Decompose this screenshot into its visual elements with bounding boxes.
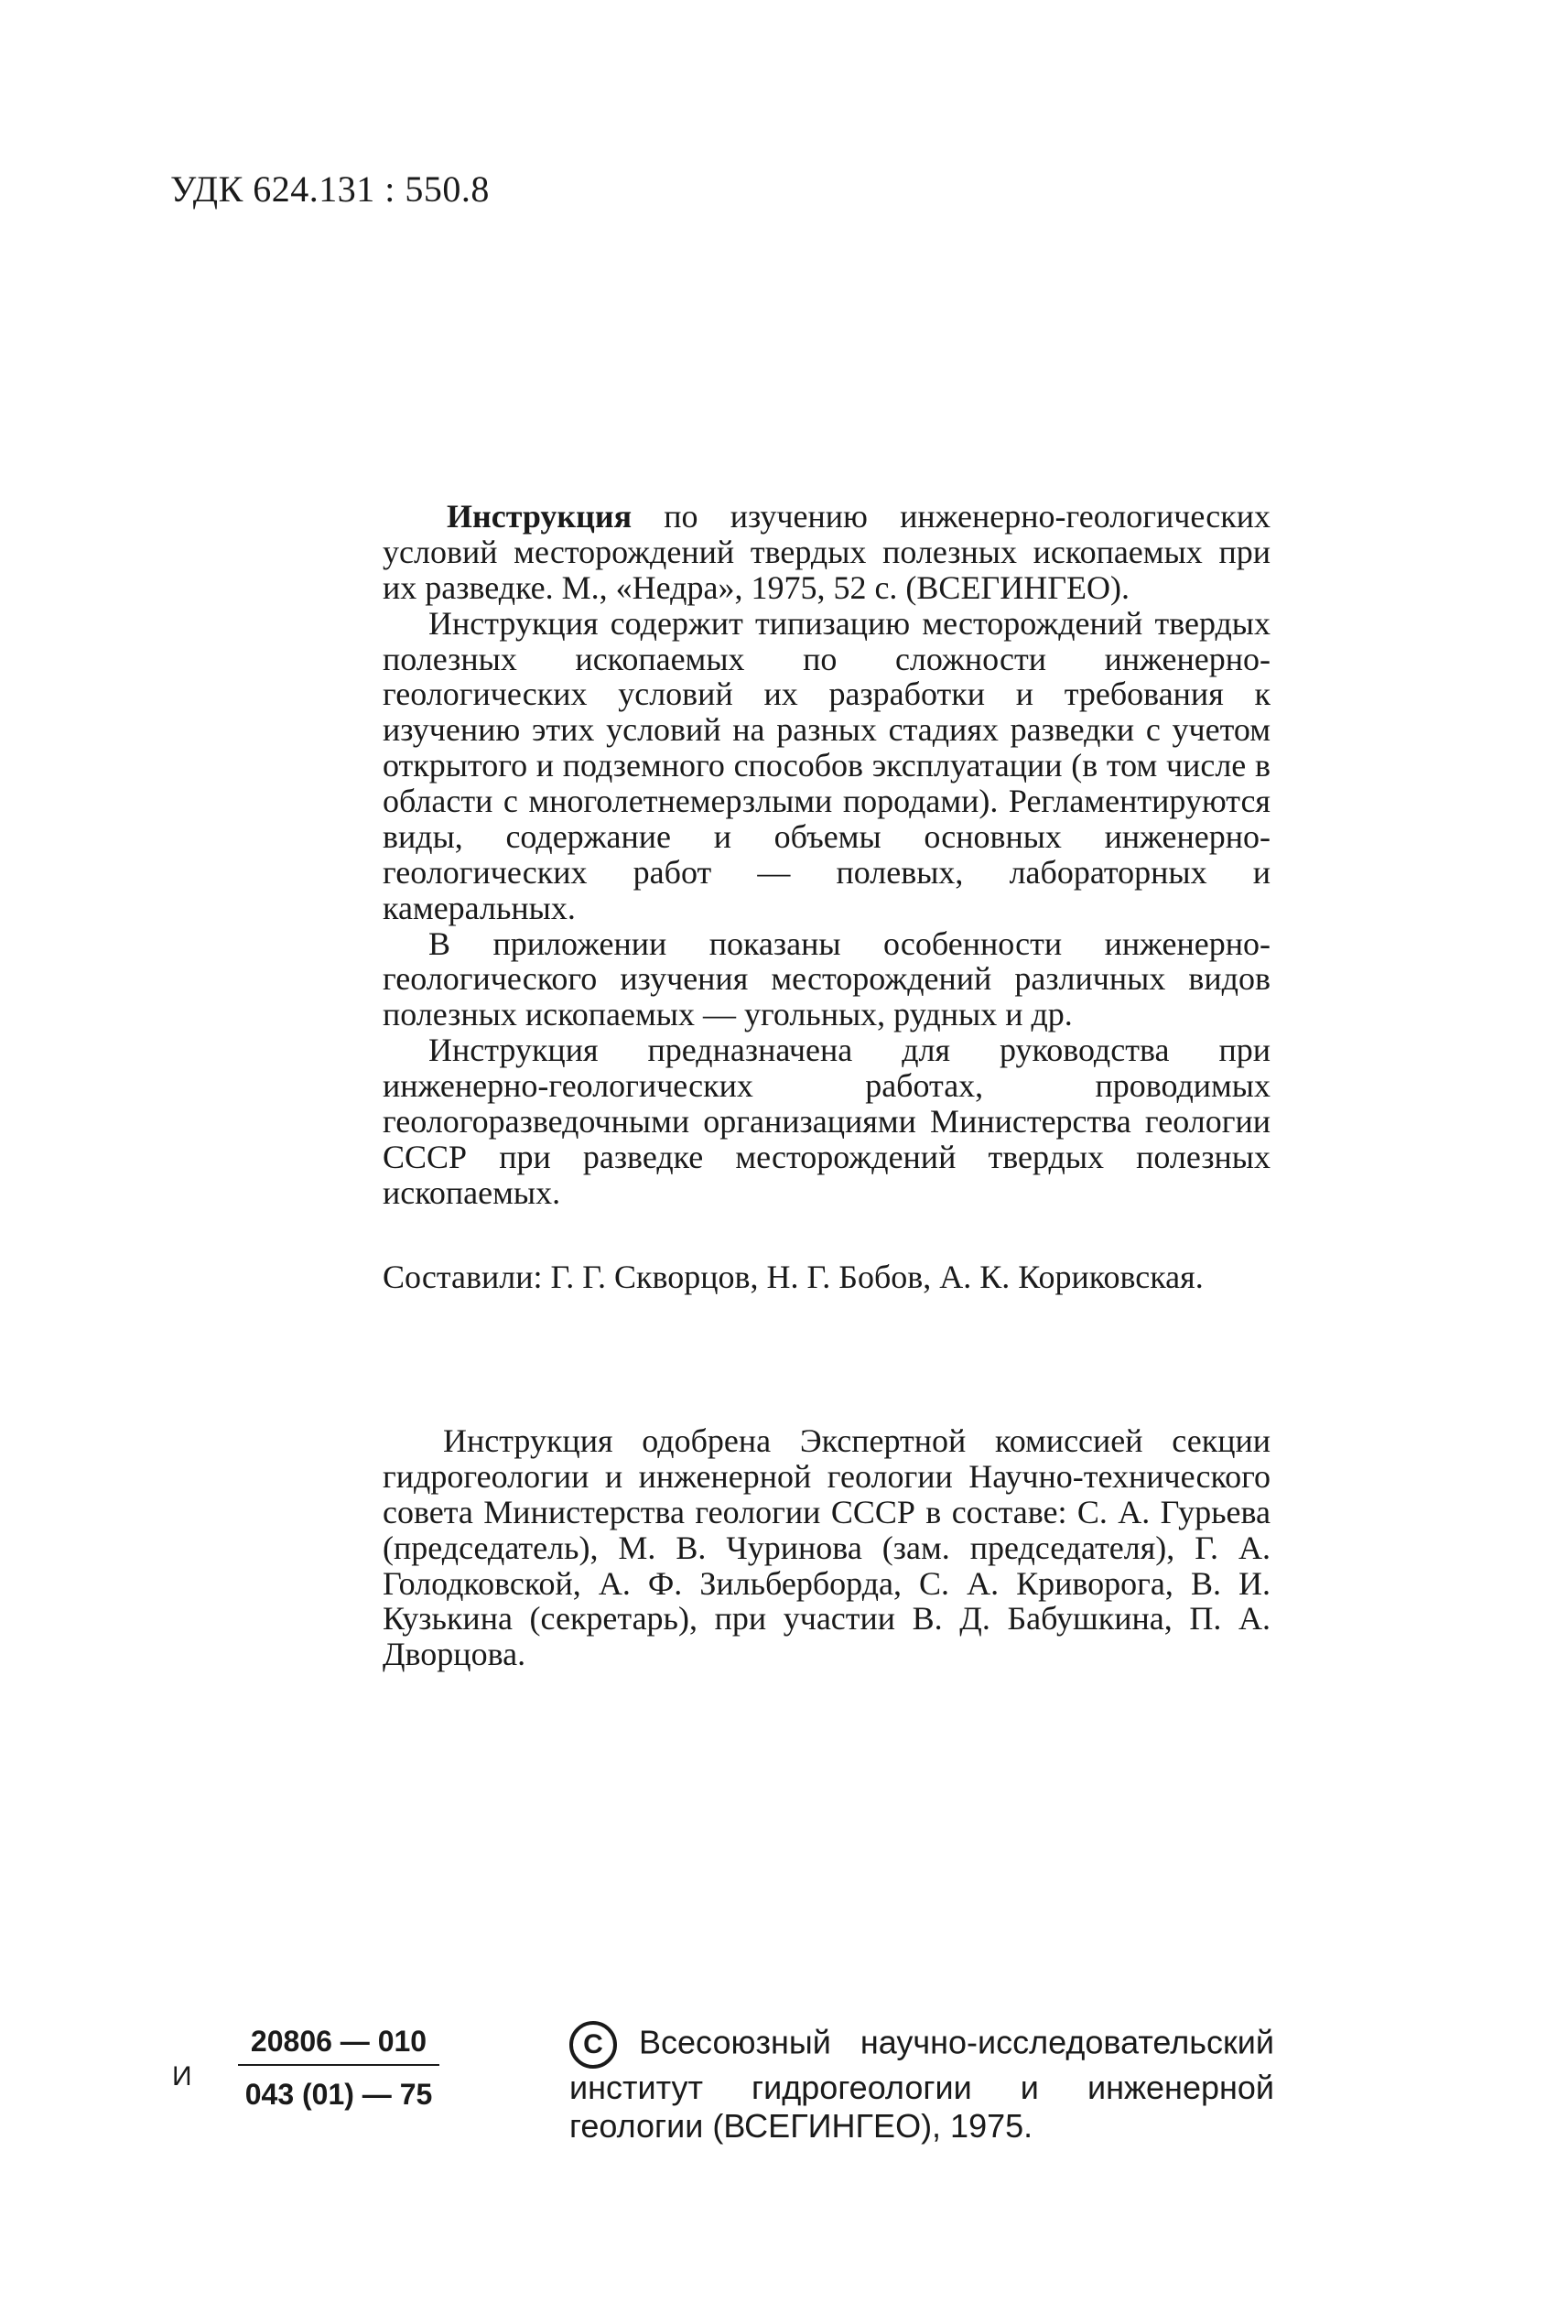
index-numerator: 20806 — 010	[238, 2025, 439, 2066]
index-denominator: 043 (01) — 75	[244, 2078, 433, 2111]
abstract-citation	[383, 499, 1271, 606]
abstract-section	[383, 499, 1271, 1211]
copyright-line	[569, 2021, 1274, 2146]
approval-text: Инструкция одобрена Экспертной комиссией секции гидрогеологии и инженерной геологии Научно-технического совета Министерства геологии СССР в составе: С. А. Гурьева (председатель), М. В. Чуринова (зам. председателя), Г. А. Голодковской, А. Ф. Зильберборда, С. А. Криворога, В. И. Кузькина (секретарь), при участии В. Д. Бабушкина, П. А. Дворцова.	[383, 1422, 1271, 1673]
approval-section	[383, 1423, 1271, 1672]
udk-code: УДК 624.131 : 550.8	[170, 168, 490, 210]
copyright-icon: C	[569, 2021, 617, 2069]
authors-text: Составили: Г. Г. Скворцов, Н. Г. Бобов, А. К. Кориковская.	[383, 1259, 1204, 1295]
authors-section	[383, 1259, 1271, 1295]
abstract-paragraph-2: В приложении показаны особенности инженерно-геологического изучения месторождений различных видов полезных ископаемых — угольных, рудных и др.	[383, 924, 1271, 1033]
copyright-section	[569, 2021, 1274, 2146]
abstract-paragraph-3: Инструкция предназначена для руководства при инженерно-геологических работах, проводимых геологоразведочными организациями Министерства геологии СССР при разведке месторождений твердых полезных ископаемых.	[383, 1032, 1271, 1211]
index-letter: И	[172, 2061, 192, 2092]
abstract-paragraph-1: Инструкция содержит типизацию месторождений твердых полезных ископаемых по сложности инженерно-геологических условий их разработки и требования к изучению этих условий на разных стадиях разведки с учетом открытого и подземного способов эксплуатации (в том числе в области с многолетнемерзлыми породами). Регламентируются виды, содержание и объемы основных инженерно-геологических работ — полевых, лабораторных и камеральных.	[383, 604, 1271, 926]
copyright-text: Всесоюзный научно-исследовательский институт гидрогеологии и инженерной геологии (ВСЕГИНГЕО), 1975.	[569, 2023, 1274, 2146]
publisher-index	[172, 2025, 465, 2153]
abstract-citation-text: по изучению инженерно-геологических условий месторождений твердых полезных ископаемых при их разведке. М., «Недра», 1975, 52 с. (ВСЕГИНГЕО).	[383, 498, 1271, 606]
abstract-title: Инструкция	[447, 498, 633, 535]
